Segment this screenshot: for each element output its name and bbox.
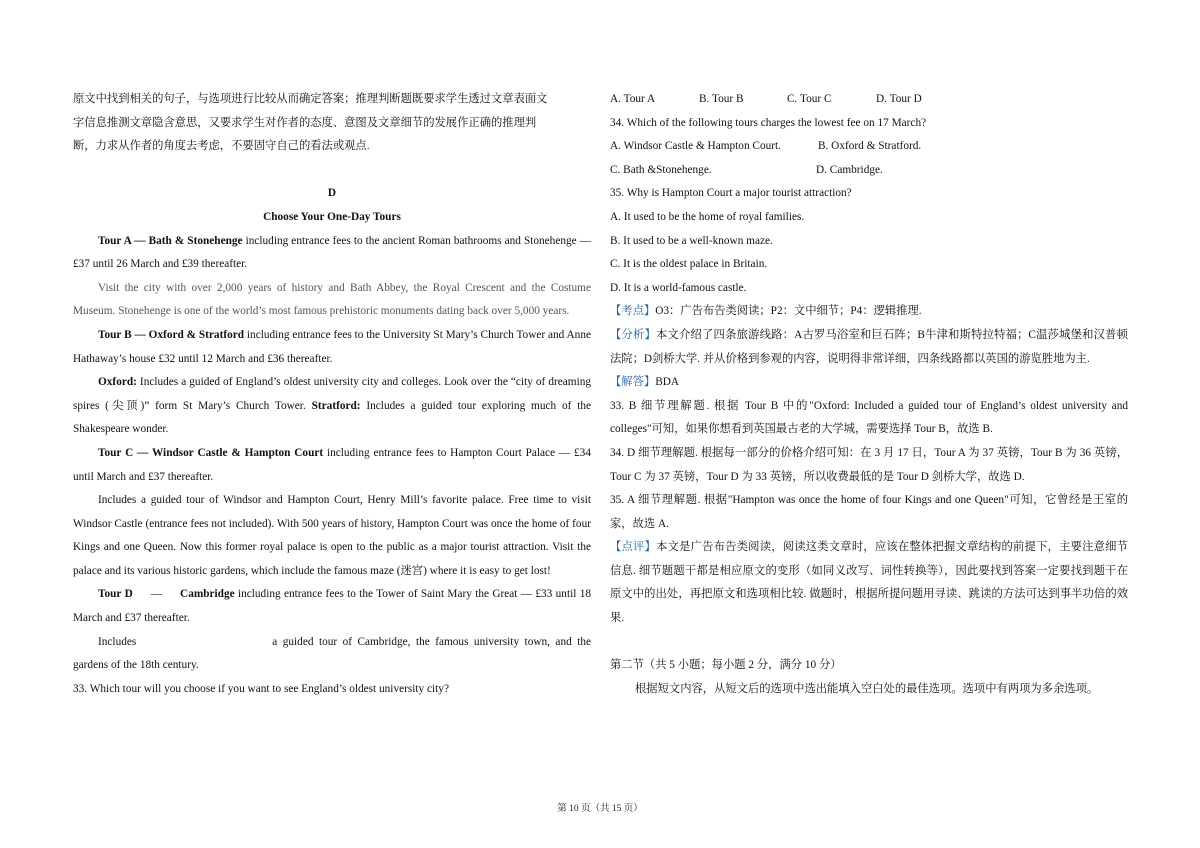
- answer-35: 35. A 细节理解题. 根据"Hampton was once the home of four Kings and one Queen"可知，它曾经是王室的家，故选 A.: [610, 494, 1128, 530]
- passage-title: Choose Your One-Day Tours: [263, 210, 401, 223]
- tour-b-heading: Tour B — Oxford & Stratford: [98, 328, 245, 341]
- dianping-paragraph: [610, 536, 1128, 630]
- q35-option-c: C. It is the oldest palace in Britain.: [610, 258, 768, 271]
- tour-b-paragraph: [73, 324, 591, 371]
- q34-option-c: C. Bath &Stonehenge.: [610, 163, 712, 176]
- right-column: [610, 88, 1128, 701]
- tour-d-price: including entrance fees to the Tower of Saint Mary the Great — £33 until 18 March and £37 thereafter.: [73, 588, 591, 625]
- q33-option-a: A. Tour A: [610, 93, 656, 105]
- answer-33: 33. B 细节理解题. 根据 Tour B 中的"Oxford: Included a guided tour of England’s oldest university and colleges"可知，如果你想看到英国最古老的大学城，需要选择 Tour B，故选 B.: [610, 399, 1128, 436]
- tour-c-price: including entrance fees to Hampton Court Palace — £34 until March and £37 thereafter.: [73, 446, 591, 483]
- question-33: 33. Which tour will you choose if you want to see England’s oldest university city?: [73, 682, 449, 695]
- page-footer: 第 10 页（共 15 页）: [557, 804, 643, 814]
- q34-options-row-2: [610, 159, 1128, 183]
- tour-a-heading: Tour A — Bath & Stonehenge: [98, 234, 243, 247]
- oxford-stratford-paragraph: [73, 371, 591, 442]
- left-column: [73, 88, 591, 701]
- kaodian-label: 【考点】: [610, 305, 656, 318]
- tour-c-description: Includes a guided tour of Windsor and Hampton Court, Henry Mill’s favorite palace. Free time to visit Windsor Castle (entrance fees not included). With 500 years of history, Hampton Court was once the home of four Kings and one Queen. Now this former royal palace is open to the public as a major tourist attraction. Visit the palace and its various historic gardens, which include the famous maze (迷宫) where it is easy to get lost!: [73, 494, 591, 577]
- tour-d-description: [73, 631, 591, 678]
- section-letter: D: [327, 187, 337, 200]
- tour-d-heading-cambridge: Cambridge: [180, 588, 235, 601]
- q35-option-b: B. It used to be a well-known maze.: [610, 234, 773, 247]
- q33-option-d: D. Tour D: [876, 93, 922, 105]
- q35-option-d: D. It is a world-famous castle.: [610, 281, 747, 294]
- dianping-text: 本文是广告布告类阅读，阅读这类文章时，应该在整体把握文章结构的前提下，主要注意细节信息. 细节题题干都是相应原文的变形（如同义改写、词性转换等），因此要找到答案一定要找到题干在原文中的出处，再把原文和选项相比较. 做题时，根据所提问题用寻读、跳读的方法可达到事半功倍的效果.: [610, 541, 1128, 625]
- section-2-title: 第二节（共 5 小题；每小题 2 分，满分 10 分）: [610, 659, 842, 672]
- kaodian-line: [610, 300, 1128, 324]
- fenxi-text: 本文介绍了四条旅游线路：A古罗马浴室和巨石阵；B牛津和斯特拉特福；C温莎城堡和汉普顿法院；D剑桥大学. 并从价格到参观的内容，说明得非常详细，四条线路都以英国的游览胜地为主.: [610, 328, 1128, 365]
- q35-option-a: A. It used to be the home of royal families.: [610, 210, 805, 223]
- q34-option-a: A. Windsor Castle & Hampton Court.: [610, 140, 781, 153]
- question-34: 34. Which of the following tours charges the lowest fee on 17 March?: [610, 116, 927, 129]
- q34-option-d: D. Cambridge.: [816, 163, 883, 176]
- tour-d-desc-rest: a guided tour of Cambridge, the famous university town, and the gardens of the 18th century.: [73, 635, 591, 672]
- q33-options: [610, 88, 1128, 112]
- tour-c-heading: Tour C — Windsor Castle & Hampton Court: [98, 446, 324, 459]
- tour-d-dash: —: [150, 588, 163, 601]
- fenxi-label: 【分析】: [610, 328, 657, 341]
- q34-options-row-1: [610, 135, 1128, 159]
- stratford-text: Includes a guided tour exploring much of the Shakespeare wonder.: [73, 399, 591, 436]
- jieda-label: 【解答】: [610, 376, 656, 389]
- intro-line-1: 原文中找到相关的句子，与选项进行比较从而确定答案；推理判断题既要求学生透过文章表面文: [73, 93, 548, 105]
- fenxi-paragraph: [610, 324, 1128, 371]
- jieda-line: [610, 371, 1128, 395]
- stratford-label: Stratford:: [311, 399, 361, 412]
- dianping-label: 【点评】: [610, 541, 657, 554]
- question-35: 35. Why is Hampton Court a major tourist attraction?: [610, 187, 852, 200]
- q33-option-b: B. Tour B: [699, 93, 744, 105]
- jieda-text: BDA: [655, 376, 680, 389]
- q33-option-c: C. Tour C: [787, 93, 832, 105]
- tour-b-price: including entrance fees to the University St Mary’s Church Tower and Anne Hathaway’s house £32 until 12 March and £36 thereafter.: [73, 328, 591, 365]
- oxford-label: Oxford:: [98, 376, 137, 389]
- intro-line-2: 字信息推测文章隐含意思，又要求学生对作者的态度、意图及文章细节的发展作正确的推理判: [73, 116, 537, 129]
- tour-a-price: including entrance fees to the ancient Roman bathrooms and Stonehenge — £37 until 26 March and £39 thereafter.: [73, 234, 591, 271]
- tour-d-paragraph: [73, 583, 591, 630]
- tour-d-desc-start: Includes: [98, 635, 137, 648]
- tour-a-paragraph: [73, 230, 591, 277]
- section-2-instructions: 根据短文内容，从短文后的选项中选出能填入空白处的最佳选项。选项中有两项为多余选项。: [635, 682, 1099, 695]
- intro-line-3: 断，力求从作者的角度去考虑，不要固守自己的看法或观点.: [73, 140, 370, 153]
- tour-d-heading: Tour D: [98, 588, 133, 601]
- oxford-text: Includes a guided of England’s oldest university city and colleges. Look over the “city of dreaming spires (尖顶)” form St Mary’s Church Tower.: [73, 376, 591, 412]
- kaodian-text: O3：广告布告类阅读；P2：文中细节；P4：逻辑推理.: [655, 305, 922, 318]
- q34-option-b: B. Oxford & Stratford.: [818, 140, 922, 153]
- tour-a-description: Visit the city with over 2,000 years of history and Bath Abbey, the Royal Crescent and the Costume Museum. Stonehenge is one of the world’s most famous prehistoric monuments dating back over 5,000 years.: [73, 281, 591, 318]
- tour-c-paragraph: [73, 442, 591, 489]
- answer-34: 34. D 细节理解题. 根据每一部分的价格介绍可知：在 3 月 17 日，Tour A 为 37 英镑，Tour B 为 36 英镑，Tour C 为 37 英镑，Tour D 为 33 英镑，所以收费最低的是 Tour D 剑桥大学，故选 D.: [610, 446, 1128, 483]
